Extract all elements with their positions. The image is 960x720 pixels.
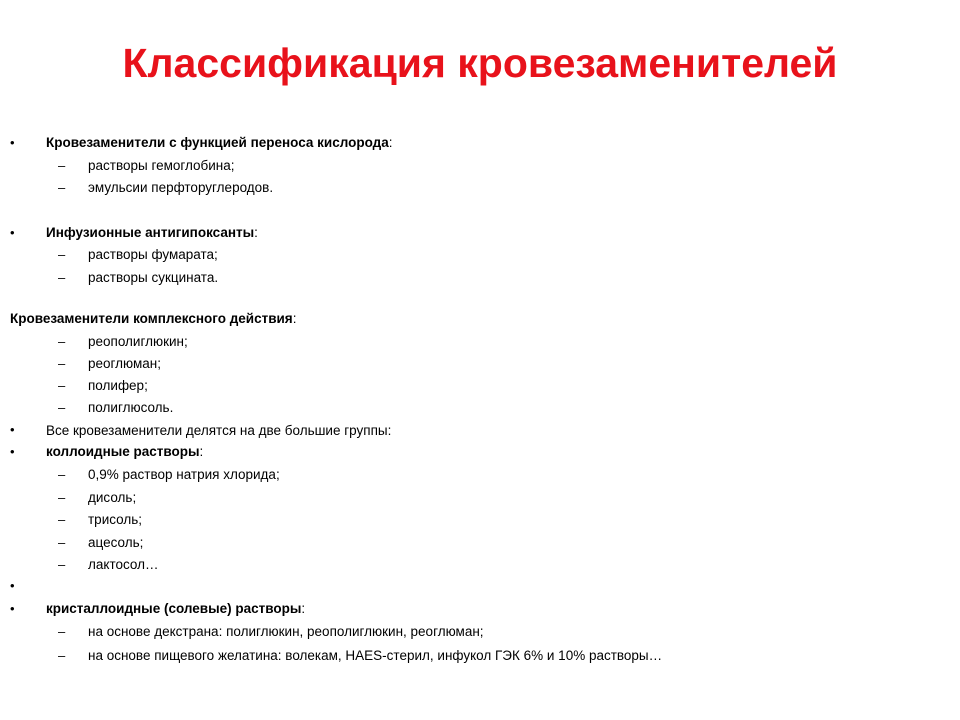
list-item: 0,9% раствор натрия хлорида;: [88, 467, 280, 482]
group-colloid-heading: [46, 443, 203, 461]
list-item: растворы сукцината.: [88, 270, 219, 285]
dash-marker: –: [58, 378, 66, 393]
list-item: полифер;: [88, 378, 148, 393]
group-oxygen-heading-text: Кровезаменители с функцией переноса кислорода: [46, 135, 389, 150]
group-crystalloid-heading: [46, 600, 305, 618]
dash-marker: –: [58, 624, 66, 639]
list-item: ацесоль;: [88, 535, 144, 550]
dash-marker: –: [58, 400, 66, 415]
list-item: эмульсии перфторуглеродов.: [88, 180, 274, 195]
bullet-marker: •: [10, 578, 15, 593]
group-antihypoxant-heading-text: Инфузионные антигипоксанты: [46, 225, 255, 240]
colon: :: [254, 225, 258, 240]
colon: :: [388, 135, 393, 150]
dash-marker: –: [58, 535, 66, 550]
bullet-marker: •: [10, 444, 15, 459]
dash-marker: –: [58, 247, 66, 262]
group-complex-heading-text: Кровезаменители комплексного действия: [10, 311, 293, 326]
page-title: Классификация кровезаменителей: [122, 40, 838, 86]
list-item: полиглюсоль.: [88, 400, 174, 415]
dash-marker: –: [58, 557, 66, 572]
group-antihypoxant-heading: [46, 224, 258, 242]
list-item: дисоль;: [88, 490, 137, 505]
list-item: растворы гемоглобина;: [88, 158, 235, 173]
dash-marker: –: [58, 334, 66, 349]
list-item: на основе пищевого желатина: волекам, HAES-стерил, инфукол ГЭК 6% и 10% растворы…: [88, 648, 663, 663]
all-groups-text: Все кровезаменители делятся на две большие группы:: [46, 423, 392, 438]
group-colloid-heading-text: коллоидные растворы: [46, 444, 200, 459]
colon: :: [199, 444, 204, 459]
bullet-marker: •: [10, 601, 15, 616]
list-item: растворы фумарата;: [88, 247, 218, 262]
bullet-marker: •: [10, 135, 15, 150]
dash-marker: –: [58, 490, 66, 505]
list-item: реополиглюкин;: [88, 334, 188, 349]
colon: :: [301, 601, 306, 616]
dash-marker: –: [58, 512, 66, 527]
group-crystalloid-heading-text: кристаллоидные (солевые) растворы: [46, 601, 302, 616]
bullet-marker: •: [10, 225, 15, 240]
colon: :: [292, 311, 297, 326]
dash-marker: –: [58, 270, 66, 285]
group-complex-heading: [10, 310, 296, 328]
dash-marker: –: [58, 180, 66, 195]
list-item: на основе декстрана: полиглюкин, реополиглюкин, реоглюман;: [88, 624, 484, 639]
dash-marker: –: [58, 648, 66, 663]
group-oxygen-heading: [46, 134, 393, 152]
list-item: трисоль;: [88, 512, 143, 527]
list-item: лактосол…: [88, 557, 159, 572]
list-item: реоглюман;: [88, 356, 161, 371]
dash-marker: –: [58, 467, 66, 482]
dash-marker: –: [58, 356, 66, 371]
bullet-marker: •: [10, 422, 15, 437]
dash-marker: –: [58, 158, 66, 173]
